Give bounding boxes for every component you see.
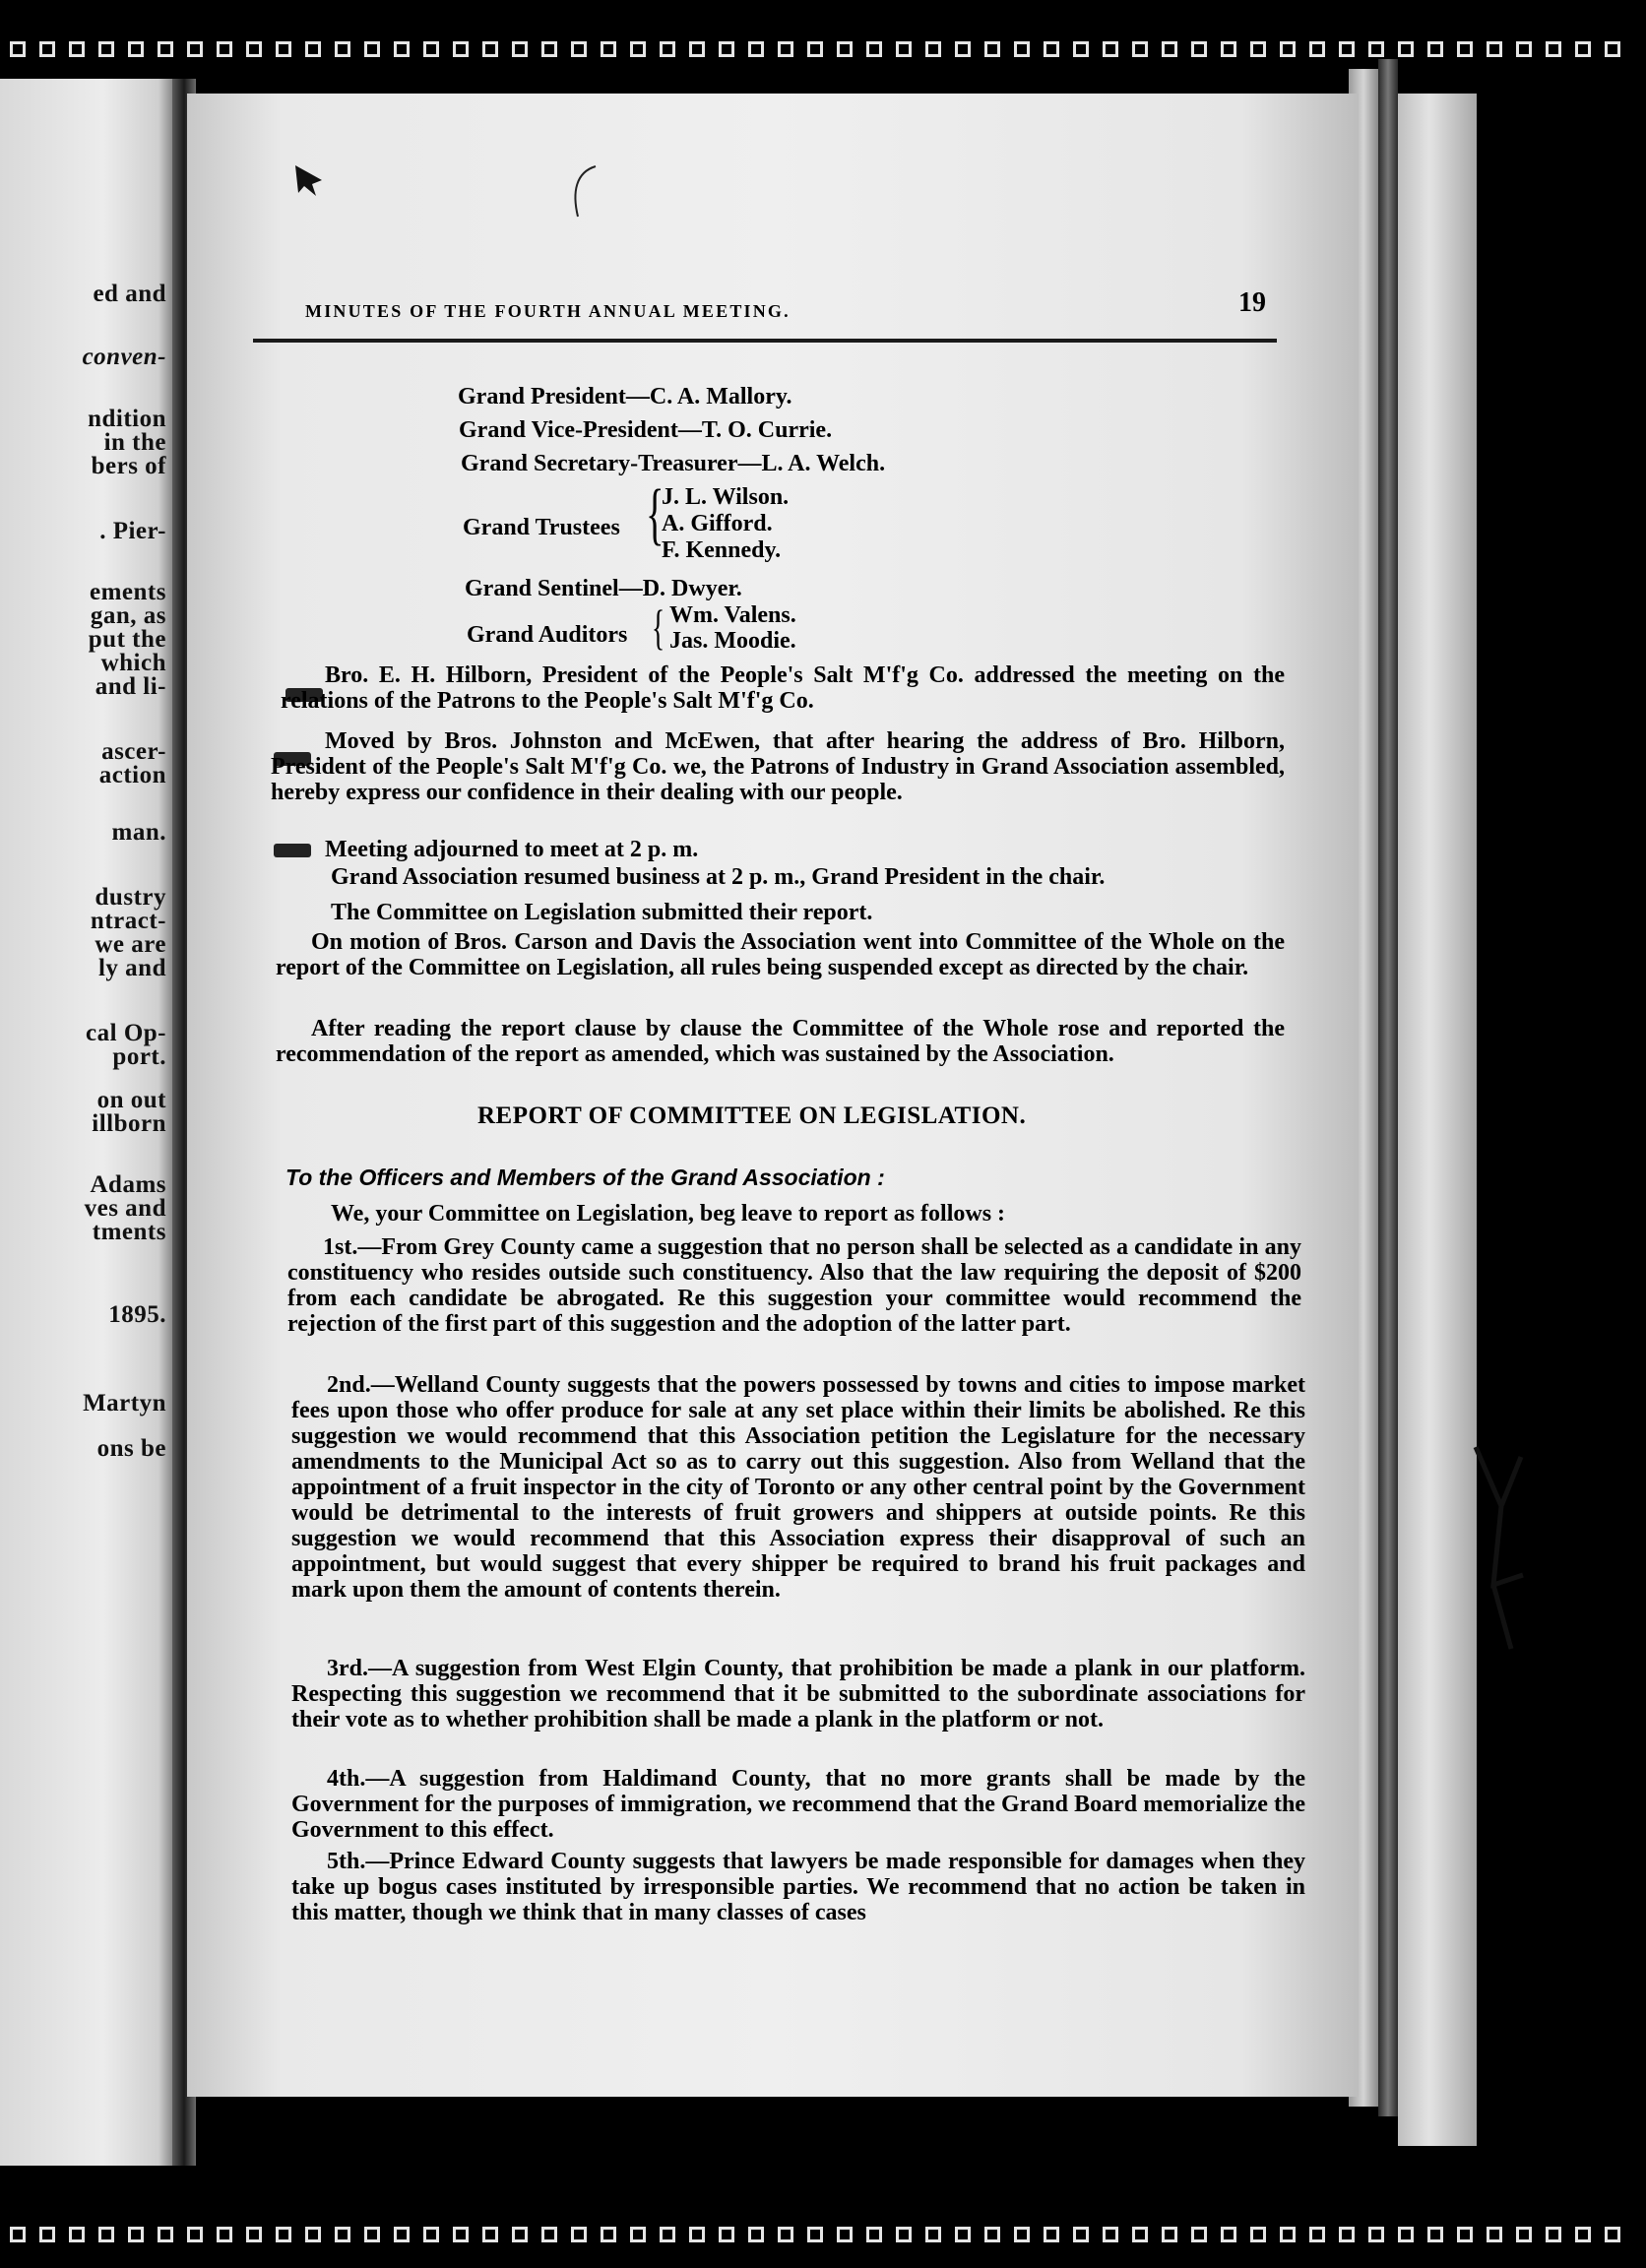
report-item-3: 3rd.—A suggestion from West Elgin County, that prohibition be made a plank in our platform. Respecting this suggestion we recommend that it be submitted to the subordinate associations for their vote as to whether prohibition shall be made a plank in the platform or not. bbox=[291, 1656, 1305, 1732]
report-salutation: To the Officers and Members of the Grand Association : bbox=[285, 1165, 885, 1190]
sprocket-hole bbox=[896, 41, 912, 57]
left-page-line: man. bbox=[111, 819, 166, 846]
minutes-paragraph: Grand Association resumed business at 2 p. m., Grand President in the chair. bbox=[331, 864, 1106, 890]
left-page-line: and li- bbox=[95, 673, 166, 700]
sprocket-hole bbox=[1487, 41, 1502, 57]
minutes-paragraph: Bro. E. H. Hilborn, President of the People's Salt M'f'g Co. addressed the meeting on the relations of the Patrons to the People's Salt M'f'g Co. bbox=[281, 662, 1285, 714]
left-page-line: bers of bbox=[91, 453, 166, 479]
minutes-paragraph: Moved by Bros. Johnston and McEwen, that after hearing the address of Bro. Hilborn, President of the People's Salt M'f'g Co. we, the Patrons of Industry in Grand Association assembled, hereby express our confidence in their dealing with our people. bbox=[271, 728, 1285, 805]
sprocket-hole bbox=[1516, 41, 1532, 57]
sprocket-hole bbox=[748, 2227, 764, 2242]
sprocket-hole bbox=[1309, 41, 1325, 57]
left-page-line: dustry bbox=[95, 884, 166, 911]
auditor-2: Jas. Moodie. bbox=[669, 628, 796, 654]
sprocket-hole bbox=[1398, 2227, 1414, 2242]
running-head: MINUTES OF THE FOURTH ANNUAL MEETING. bbox=[305, 301, 791, 321]
sprocket-hole bbox=[807, 2227, 823, 2242]
sprocket-hole bbox=[1014, 41, 1030, 57]
left-page-line: in the bbox=[103, 429, 166, 456]
sprocket-hole bbox=[305, 41, 321, 57]
trustee-2: A. Gifford. bbox=[662, 511, 773, 536]
sprocket-hole bbox=[482, 2227, 498, 2242]
header-rule bbox=[253, 339, 1277, 343]
sprocket-hole bbox=[748, 41, 764, 57]
left-page-line: 1895. bbox=[108, 1301, 166, 1328]
next-page-edge bbox=[1398, 94, 1477, 2146]
left-page-line: ed and bbox=[93, 281, 166, 307]
sprocket-hole bbox=[10, 41, 26, 57]
sprocket-hole bbox=[1191, 41, 1207, 57]
left-page-line: port. bbox=[112, 1043, 166, 1070]
sprocket-hole bbox=[98, 41, 114, 57]
sprocket-hole bbox=[1014, 2227, 1030, 2242]
left-page-line: . Pier- bbox=[99, 518, 166, 544]
sprocket-hole bbox=[1487, 2227, 1502, 2242]
trustee-1: J. L. Wilson. bbox=[662, 484, 790, 510]
sprocket-hole bbox=[217, 2227, 232, 2242]
sprocket-hole bbox=[541, 41, 557, 57]
pencil-mark bbox=[566, 162, 605, 221]
sprocket-hole bbox=[541, 2227, 557, 2242]
sprocket-hole bbox=[1250, 2227, 1266, 2242]
sprocket-hole bbox=[1309, 2227, 1325, 2242]
sprocket-hole bbox=[187, 2227, 203, 2242]
sprocket-hole bbox=[778, 41, 793, 57]
sprocket-hole bbox=[984, 2227, 1000, 2242]
trustee-3: F. Kennedy. bbox=[662, 537, 782, 563]
sprocket-hole bbox=[1132, 41, 1148, 57]
sprocket-hole bbox=[1457, 2227, 1473, 2242]
sprocket-hole bbox=[571, 41, 587, 57]
sprocket-hole bbox=[394, 41, 410, 57]
sprocket-hole bbox=[187, 41, 203, 57]
report-item-4: 4th.—A suggestion from Haldimand County, that no more grants shall be made by the Government for the purposes of immigration, we recommend that the Grand Board memorialize the Government to this effect. bbox=[291, 1766, 1305, 1843]
sprocket-hole bbox=[1398, 41, 1414, 57]
sprocket-hole bbox=[453, 2227, 469, 2242]
sprocket-hole bbox=[925, 2227, 941, 2242]
sprocket-hole bbox=[837, 2227, 853, 2242]
sprocket-hole bbox=[630, 41, 646, 57]
sprocket-hole bbox=[276, 2227, 291, 2242]
sprocket-hole bbox=[896, 2227, 912, 2242]
sprocket-hole bbox=[1280, 2227, 1296, 2242]
sprocket-hole bbox=[807, 41, 823, 57]
sprocket-hole bbox=[158, 2227, 173, 2242]
page-number: 19 bbox=[1238, 287, 1266, 318]
sprocket-hole bbox=[601, 41, 616, 57]
sprocket-hole bbox=[1605, 2227, 1620, 2242]
sprocket-hole bbox=[601, 2227, 616, 2242]
left-page-fragment bbox=[0, 79, 172, 2166]
sprocket-hole bbox=[39, 2227, 55, 2242]
sprocket-hole bbox=[1132, 2227, 1148, 2242]
sprocket-hole bbox=[1339, 2227, 1355, 2242]
left-page-line: ntract- bbox=[90, 908, 166, 934]
sprocket-hole bbox=[1162, 41, 1177, 57]
left-page-line: ves and bbox=[84, 1195, 166, 1222]
sprocket-hole bbox=[335, 2227, 350, 2242]
sprocket-hole bbox=[660, 2227, 675, 2242]
sprocket-hole bbox=[423, 2227, 439, 2242]
sprocket-hole bbox=[955, 41, 971, 57]
sprocket-hole bbox=[335, 41, 350, 57]
sprocket-hole bbox=[689, 2227, 705, 2242]
sprocket-hole bbox=[1339, 41, 1355, 57]
sprocket-hole bbox=[394, 2227, 410, 2242]
sprocket-hole bbox=[1162, 2227, 1177, 2242]
sprocket-hole bbox=[571, 2227, 587, 2242]
sprocket-hole bbox=[246, 41, 262, 57]
sprocket-hole bbox=[364, 2227, 380, 2242]
left-page-line: gan, as bbox=[90, 602, 166, 629]
sprocket-hole bbox=[778, 2227, 793, 2242]
report-heading: REPORT OF COMMITTEE ON LEGISLATION. bbox=[477, 1102, 1027, 1129]
left-page-line: ons be bbox=[96, 1435, 166, 1462]
sprocket-hole bbox=[1073, 2227, 1089, 2242]
left-page-line: Adams bbox=[90, 1171, 166, 1198]
page-edge-shadow bbox=[1378, 59, 1398, 2116]
film-sprocket-strip-top bbox=[0, 30, 1646, 69]
officer-sentinel: Grand Sentinel—D. Dwyer. bbox=[465, 576, 742, 601]
sprocket-hole bbox=[69, 41, 85, 57]
sprocket-hole bbox=[1368, 2227, 1384, 2242]
sprocket-hole bbox=[660, 41, 675, 57]
sprocket-hole bbox=[423, 41, 439, 57]
left-page-line: illborn bbox=[92, 1110, 166, 1137]
left-page-line: tments bbox=[92, 1219, 166, 1245]
sprocket-hole bbox=[512, 2227, 528, 2242]
sprocket-hole bbox=[1103, 41, 1118, 57]
auditors-brace: { bbox=[652, 599, 665, 655]
arrow-mark-icon bbox=[290, 160, 330, 200]
sprocket-hole bbox=[158, 41, 173, 57]
sprocket-hole bbox=[512, 41, 528, 57]
sprocket-hole bbox=[98, 2227, 114, 2242]
handwritten-mark bbox=[1472, 1437, 1531, 1654]
report-item-2: 2nd.—Welland County suggests that the powers possessed by towns and cities to impose market fees upon those who offer produce for sale at any set place within their limits be abolished. Re this suggestion we would recommend that this Association petition the Legislature for the necessary amendments to the Municipal Act so as to carry out this suggestion. Also from Welland that the appointment of a fruit inspector in the city of Toronto or any other central point by the Government would be detrimental to the interests of fruit growers and shippers at outside points. Re this suggestion we would recommend that this Association express their disapproval of such an appointment, but would suggest that every shipper be required to brand his fruit packages and mark upon them the amount of contents therein. bbox=[291, 1372, 1305, 1603]
report-item-5: 5th.—Prince Edward County suggests that lawyers be made responsible for damages when they take up bogus cases instituted by irresponsible parties. We recommend that no action be taken in this matter, though we think that in many classes of cases bbox=[291, 1849, 1305, 1925]
sprocket-hole bbox=[837, 41, 853, 57]
report-intro: We, your Committee on Legislation, beg leave to report as follows : bbox=[331, 1201, 1006, 1227]
sprocket-hole bbox=[69, 2227, 85, 2242]
trustees-brace: { bbox=[646, 476, 665, 552]
sprocket-hole bbox=[866, 41, 882, 57]
officer-vice-president: Grand Vice-President—T. O. Currie. bbox=[459, 417, 833, 443]
minutes-paragraph: Meeting adjourned to meet at 2 p. m. bbox=[325, 837, 699, 862]
sprocket-hole bbox=[1250, 41, 1266, 57]
minutes-paragraph: On motion of Bros. Carson and Davis the Association went into Committee of the Whole on the report of the Committee on Legislation, all rules being suspended except as directed by the chair. bbox=[276, 929, 1285, 980]
sprocket-hole bbox=[1575, 41, 1591, 57]
left-page-line: ndition bbox=[88, 406, 166, 432]
sprocket-hole bbox=[1575, 2227, 1591, 2242]
sprocket-hole bbox=[925, 41, 941, 57]
sprocket-hole bbox=[1605, 41, 1620, 57]
left-page-line: conven- bbox=[82, 344, 166, 370]
film-sprocket-strip-bottom bbox=[0, 2215, 1646, 2254]
sprocket-hole bbox=[1044, 41, 1059, 57]
left-page-line: put the bbox=[88, 626, 166, 653]
sprocket-hole bbox=[305, 2227, 321, 2242]
left-page-line: ements bbox=[90, 579, 166, 605]
left-page-line: action bbox=[98, 762, 166, 788]
left-page-line: ly and bbox=[97, 955, 166, 981]
sprocket-hole bbox=[1546, 2227, 1561, 2242]
officer-president: Grand President—C. A. Mallory. bbox=[458, 384, 792, 410]
sprocket-hole bbox=[630, 2227, 646, 2242]
sprocket-hole bbox=[1191, 2227, 1207, 2242]
left-page-line: on out bbox=[96, 1087, 166, 1113]
sprocket-hole bbox=[1546, 41, 1561, 57]
sprocket-hole bbox=[1516, 2227, 1532, 2242]
sprocket-hole bbox=[1073, 41, 1089, 57]
sprocket-hole bbox=[217, 41, 232, 57]
sprocket-hole bbox=[10, 2227, 26, 2242]
left-page-line: which bbox=[100, 650, 166, 676]
sprocket-hole bbox=[364, 41, 380, 57]
sprocket-hole bbox=[1221, 41, 1236, 57]
sprocket-hole bbox=[453, 41, 469, 57]
sprocket-hole bbox=[1457, 41, 1473, 57]
sprocket-hole bbox=[246, 2227, 262, 2242]
sprocket-hole bbox=[1221, 2227, 1236, 2242]
sprocket-hole bbox=[719, 2227, 734, 2242]
trustees-label: Grand Trustees bbox=[463, 515, 620, 540]
sprocket-hole bbox=[1280, 41, 1296, 57]
left-page-line: Martyn bbox=[83, 1390, 166, 1417]
sprocket-hole bbox=[1044, 2227, 1059, 2242]
sprocket-hole bbox=[39, 41, 55, 57]
sprocket-hole bbox=[1427, 41, 1443, 57]
sprocket-hole bbox=[482, 41, 498, 57]
left-page-line: we are bbox=[95, 931, 166, 958]
left-page-line: ascer- bbox=[101, 738, 166, 765]
minutes-paragraph: After reading the report clause by clause the Committee of the Whole rose and reported the recommendation of the report as amended, which was sustained by the Association. bbox=[276, 1016, 1285, 1067]
auditors-label: Grand Auditors bbox=[467, 622, 628, 648]
sprocket-hole bbox=[128, 2227, 144, 2242]
sprocket-hole bbox=[1103, 2227, 1118, 2242]
sprocket-hole bbox=[689, 41, 705, 57]
report-item-1: 1st.—From Grey County came a suggestion that no person shall be selected as a candidate in any constituency who resides outside such constituency. Also that the law requiring the deposit of $200 from each candidate be abrogated. Re this suggestion your committee would recommend the rejection of the first part of this suggestion and the adoption of the latter part. bbox=[287, 1234, 1301, 1337]
sprocket-hole bbox=[719, 41, 734, 57]
sprocket-hole bbox=[1427, 2227, 1443, 2242]
sprocket-hole bbox=[276, 41, 291, 57]
minutes-paragraph: The Committee on Legislation submitted their report. bbox=[331, 900, 873, 925]
sprocket-hole bbox=[1368, 41, 1384, 57]
sprocket-hole bbox=[866, 2227, 882, 2242]
officer-secretary-treasurer: Grand Secretary-Treasurer—L. A. Welch. bbox=[461, 451, 886, 476]
left-page-line: cal Op- bbox=[86, 1020, 166, 1046]
sprocket-hole bbox=[955, 2227, 971, 2242]
auditor-1: Wm. Valens. bbox=[669, 602, 796, 628]
sprocket-hole bbox=[128, 41, 144, 57]
sprocket-hole bbox=[984, 41, 1000, 57]
